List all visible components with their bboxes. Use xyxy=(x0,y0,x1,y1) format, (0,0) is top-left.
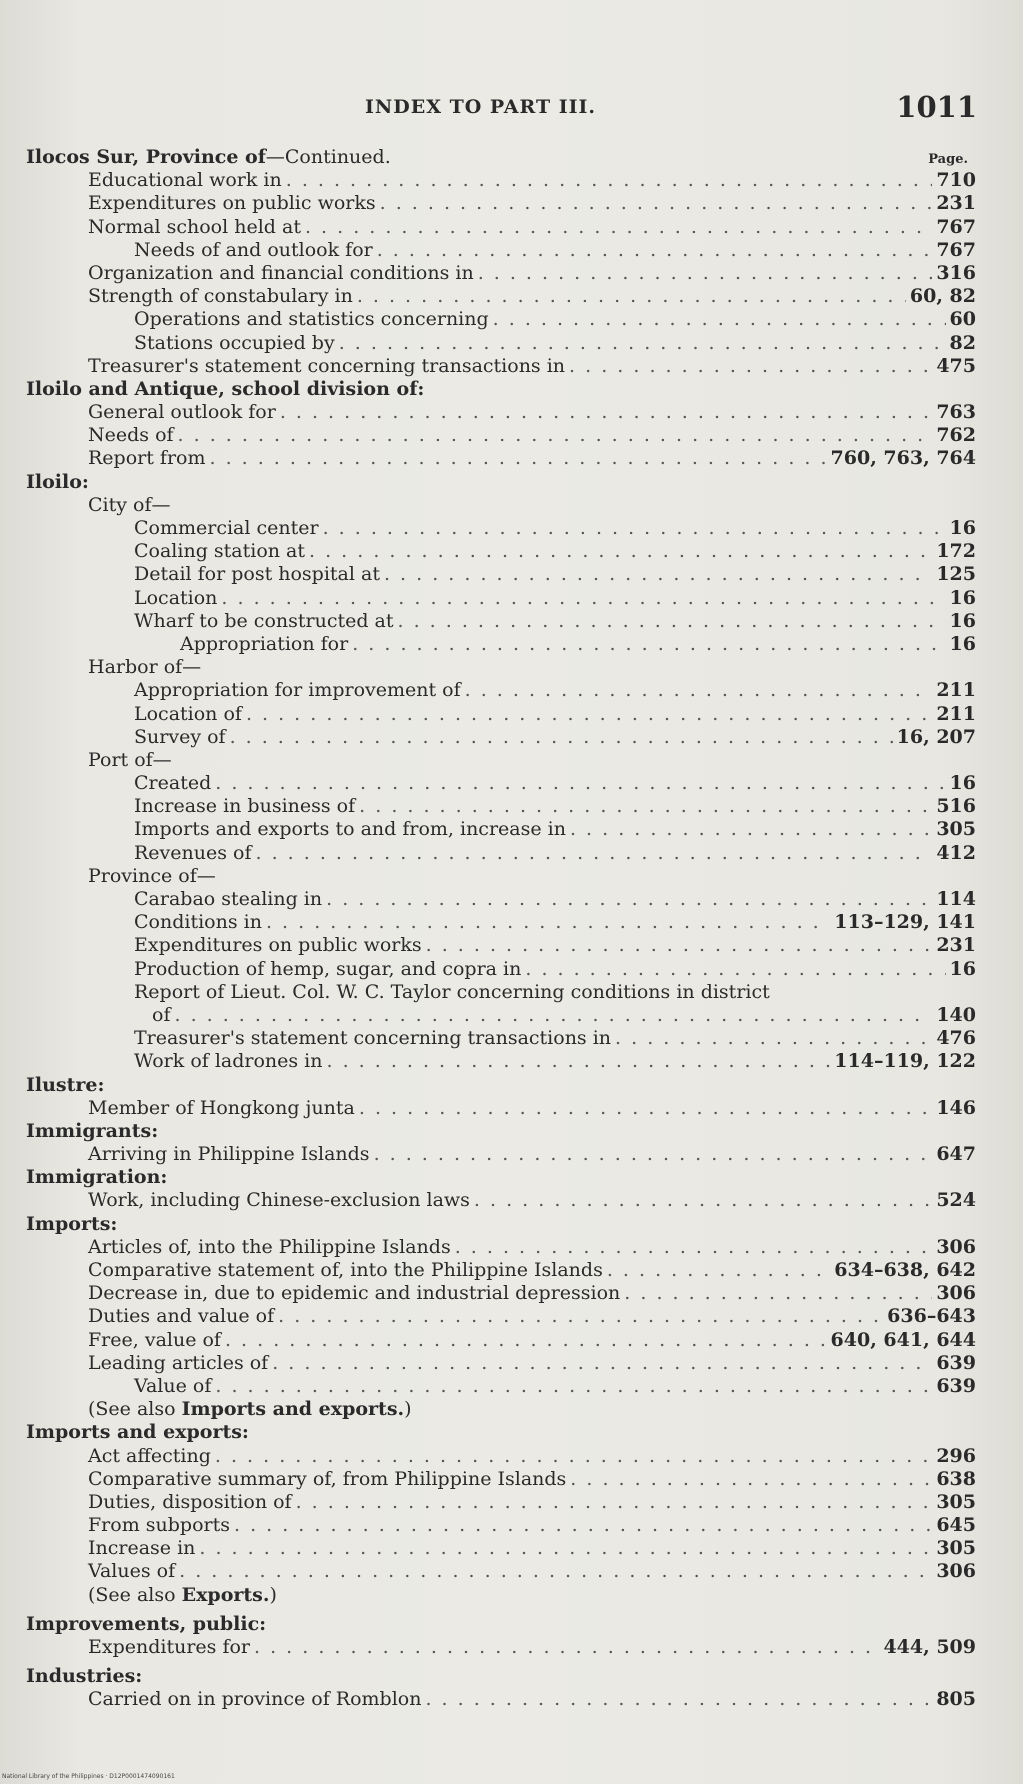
entry-pages: 316 xyxy=(936,261,976,284)
entry-label: Appropriation for improvement of xyxy=(134,679,461,702)
index-heading xyxy=(26,1421,976,1444)
index-subentry xyxy=(26,795,976,818)
entry-pages: 516 xyxy=(936,795,976,818)
entry-pages: 645 xyxy=(936,1514,976,1537)
entry-pages: 760, 763, 764 xyxy=(830,447,976,470)
entry-label: Work of ladrones in xyxy=(134,1050,323,1073)
entry-pages: 640, 641, 644 xyxy=(830,1328,976,1351)
index-entry xyxy=(26,1491,976,1514)
entry-label: Commercial center xyxy=(134,517,319,539)
entry-label: Needs of and outlook for xyxy=(134,238,373,261)
page-column-heading: Page. xyxy=(928,152,968,167)
entry-pages: 767 xyxy=(936,238,976,261)
heading-label: Improvements, public: xyxy=(26,1612,267,1635)
index-subentry xyxy=(26,703,976,726)
entry-label: Decrease in, due to epidemic and industrial depression xyxy=(88,1282,621,1305)
index-subentry xyxy=(26,1027,976,1050)
index-subheading xyxy=(26,749,976,772)
subheading-label: Harbor of— xyxy=(88,656,202,679)
entry-pages: 172 xyxy=(936,540,976,563)
entry-label: Values of xyxy=(88,1560,176,1583)
entry-label: Appropriation for xyxy=(180,632,349,655)
index-subentry xyxy=(26,911,976,934)
entry-pages: 231 xyxy=(936,192,976,215)
heading-label: Immigration: xyxy=(26,1166,168,1189)
entry-pages: 82 xyxy=(949,331,976,354)
entry-pages: 296 xyxy=(936,1444,976,1467)
entry-label: Treasurer's statement concerning transactions in xyxy=(88,354,566,377)
subheading-label: Port of— xyxy=(88,748,172,771)
entry-label: Production of hemp, sugar, and copra in xyxy=(134,957,522,980)
entry-pages: 476 xyxy=(936,1027,976,1050)
index-subentry xyxy=(26,888,976,911)
entry-label: Duties and value of xyxy=(88,1305,275,1328)
index-entry xyxy=(26,1236,976,1259)
subheading-label: City of— xyxy=(88,493,171,516)
entry-pages: 306 xyxy=(936,1282,976,1305)
see-also-note xyxy=(26,1584,976,1607)
entry-label: Stations occupied by xyxy=(134,331,335,354)
see-also-prefix: (See also xyxy=(88,1583,182,1606)
entry-pages: 639 xyxy=(936,1374,976,1397)
index-heading xyxy=(26,1665,976,1688)
entry-label: Revenues of xyxy=(134,841,252,864)
entry-label: Carabao stealing in xyxy=(134,888,323,910)
entry-label: Leading articles of xyxy=(88,1351,269,1374)
see-also-note xyxy=(26,1398,976,1421)
index-subentry xyxy=(26,239,976,262)
index-subentry xyxy=(26,726,976,749)
entry-label: Wharf to be constructed at xyxy=(134,609,394,632)
heading-label: Imports: xyxy=(26,1212,118,1235)
entry-pages: 305 xyxy=(936,1537,976,1560)
index-entry xyxy=(26,216,976,239)
entry-pages: 60 xyxy=(949,308,976,331)
heading-label: Iloilo: xyxy=(26,470,89,493)
entry-pages: 16 xyxy=(949,632,976,655)
entry-pages: 763 xyxy=(936,401,976,424)
entry-pages: 475 xyxy=(936,354,976,377)
heading-label: Immigrants: xyxy=(26,1119,159,1142)
entry-label: Value of xyxy=(134,1374,212,1397)
heading-label: Imports and exports: xyxy=(26,1421,249,1444)
see-also-suffix: ) xyxy=(269,1583,277,1606)
entry-label: General outlook for xyxy=(88,401,276,424)
entry-pages: 16 xyxy=(949,957,976,980)
continued-note: —Continued. xyxy=(265,146,391,168)
index-heading xyxy=(26,471,976,494)
entry-pages: 140 xyxy=(936,1003,976,1026)
page-header xyxy=(0,92,1023,126)
index-subentry xyxy=(26,981,976,1004)
heading-label: Ilocos Sur, Province of xyxy=(26,146,266,168)
heading-label: Industries: xyxy=(26,1665,143,1688)
entry-label: Comparative statement of, into the Philippine Islands xyxy=(88,1259,603,1281)
entry-label: Report of Lieut. Col. W. C. Taylor concerning conditions in district xyxy=(134,980,770,1003)
subheading-label: Province of— xyxy=(88,864,216,887)
index-subentry xyxy=(26,563,976,586)
see-also-reference: Imports and exports. xyxy=(181,1398,405,1421)
index-subentry xyxy=(26,332,976,355)
index-entry xyxy=(26,1537,976,1560)
entry-pages: 444, 509 xyxy=(883,1636,976,1658)
see-also-reference: Exports. xyxy=(181,1583,270,1606)
entry-label: Strength of constabulary in xyxy=(88,285,353,308)
entry-label: Coaling station at xyxy=(134,540,305,563)
entry-pages: 305 xyxy=(936,818,976,841)
entry-label: Location of xyxy=(134,702,242,725)
entry-label: Needs of xyxy=(88,424,174,447)
entry-label: Member of Hongkong junta xyxy=(88,1096,355,1119)
index-list xyxy=(26,146,976,1712)
entry-label: Free, value of xyxy=(88,1328,221,1351)
index-subsubentry xyxy=(26,633,976,656)
entry-label: Conditions in xyxy=(134,911,262,934)
entry-pages: 16 xyxy=(949,517,976,539)
index-entry xyxy=(26,169,976,192)
index-subentry xyxy=(26,934,976,957)
entry-pages: 636–643 xyxy=(887,1305,976,1328)
index-subentry xyxy=(26,958,976,981)
entry-pages: 211 xyxy=(936,702,976,725)
index-subentry xyxy=(26,308,976,331)
entry-label: of xyxy=(152,1003,171,1026)
entry-pages: 113–129, 141 xyxy=(834,911,976,934)
entry-label: Arriving in Philippine Islands xyxy=(88,1143,370,1166)
entry-pages: 647 xyxy=(936,1143,976,1166)
index-entry xyxy=(26,424,976,447)
entry-pages: 306 xyxy=(936,1560,976,1583)
index-subentry xyxy=(26,587,976,610)
index-entry xyxy=(26,1305,976,1328)
entry-label: Report from xyxy=(88,447,206,470)
index-subentry xyxy=(26,679,976,702)
entry-pages: 710 xyxy=(936,169,976,192)
index-subentry xyxy=(26,818,976,841)
index-entry xyxy=(26,1636,976,1659)
index-heading xyxy=(26,146,976,169)
index-subentry xyxy=(26,610,976,633)
entry-pages: 638 xyxy=(936,1467,976,1490)
index-entry xyxy=(26,1097,976,1120)
entry-pages: 125 xyxy=(936,563,976,586)
index-entry xyxy=(26,1352,976,1375)
entry-label: Imports and exports to and from, increase in xyxy=(134,818,566,841)
entry-pages: 114 xyxy=(936,888,976,910)
index-entry xyxy=(26,447,976,470)
entry-label: Duties, disposition of xyxy=(88,1490,292,1513)
index-entry xyxy=(26,1282,976,1305)
index-subheading xyxy=(26,656,976,679)
entry-label: Treasurer's statement concerning transactions in xyxy=(134,1027,612,1050)
index-subentry-continuation xyxy=(26,1004,976,1027)
entry-label: Comparative summary of, from Philippine Islands xyxy=(88,1467,567,1490)
entry-pages: 16 xyxy=(949,609,976,632)
index-subheading xyxy=(26,865,976,888)
index-entry xyxy=(26,401,976,424)
entry-pages: 146 xyxy=(936,1096,976,1119)
entry-pages: 805 xyxy=(936,1688,976,1711)
entry-label: Increase in xyxy=(88,1537,196,1560)
index-entry xyxy=(26,1143,976,1166)
index-subheading xyxy=(26,494,976,517)
entry-label: Educational work in xyxy=(88,169,282,192)
index-subentry xyxy=(26,1050,976,1073)
index-entry xyxy=(26,192,976,215)
scan-credit: National Library of the Philippines · D12P0001474090161 xyxy=(2,1773,175,1780)
index-entry xyxy=(26,1560,976,1583)
heading-label: Ilustre: xyxy=(26,1073,105,1096)
index-entry xyxy=(26,1468,976,1491)
index-entry xyxy=(26,355,976,378)
entry-label: Articles of, into the Philippine Islands xyxy=(88,1235,451,1258)
entry-label: Carried on in province of Romblon xyxy=(88,1688,422,1711)
see-also-suffix: ) xyxy=(404,1398,412,1421)
entry-pages: 639 xyxy=(936,1351,976,1374)
entry-label: From subports xyxy=(88,1514,230,1537)
entry-label: Expenditures for xyxy=(88,1636,251,1658)
index-heading xyxy=(26,1166,976,1189)
entry-label: Act affecting xyxy=(88,1444,211,1467)
index-subentry xyxy=(26,842,976,865)
index-entry xyxy=(26,1329,976,1352)
heading-label: Iloilo and Antique, school division of: xyxy=(26,377,425,400)
index-subentry xyxy=(26,517,976,540)
index-heading xyxy=(26,378,976,401)
entry-pages: 231 xyxy=(936,934,976,957)
entry-label: Detail for post hospital at xyxy=(134,563,380,586)
index-entry xyxy=(26,1445,976,1468)
entry-pages: 762 xyxy=(936,424,976,447)
entry-label: Work, including Chinese-exclusion laws xyxy=(88,1189,470,1212)
entry-pages: 60, 82 xyxy=(909,285,976,308)
entry-pages: 114–119, 122 xyxy=(834,1050,976,1073)
entry-pages: 767 xyxy=(936,215,976,238)
entry-label: Organization and financial conditions in xyxy=(88,261,474,284)
entry-label: Expenditures on public works xyxy=(134,934,422,957)
index-subentry xyxy=(26,540,976,563)
index-subentry xyxy=(26,1375,976,1398)
entry-pages: 305 xyxy=(936,1490,976,1513)
index-subentry xyxy=(26,772,976,795)
see-also-prefix: (See also xyxy=(88,1398,182,1421)
entry-pages: 412 xyxy=(936,841,976,864)
index-entry xyxy=(26,1189,976,1212)
index-entry xyxy=(26,285,976,308)
entry-pages: 16, 207 xyxy=(896,725,976,748)
entry-label: Operations and statistics concerning xyxy=(134,308,489,331)
entry-pages: 16 xyxy=(949,772,976,795)
index-heading xyxy=(26,1074,976,1097)
running-head: INDEX TO PART III. xyxy=(365,96,597,118)
entry-pages: 634–638, 642 xyxy=(834,1259,976,1281)
index-entry xyxy=(26,1514,976,1537)
entry-label: Normal school held at xyxy=(88,215,301,238)
entry-label: Expenditures on public works xyxy=(88,192,376,215)
entry-pages: 16 xyxy=(949,586,976,609)
entry-label: Created xyxy=(134,772,212,795)
entry-pages: 306 xyxy=(936,1235,976,1258)
entry-label: Increase in business of xyxy=(134,795,356,818)
index-heading xyxy=(26,1613,976,1636)
page-number: 1011 xyxy=(896,90,977,124)
index-entry xyxy=(26,262,976,285)
entry-label: Location xyxy=(134,586,218,609)
entry-label: Survey of xyxy=(134,725,226,748)
index-heading xyxy=(26,1213,976,1236)
index-heading xyxy=(26,1120,976,1143)
entry-pages: 524 xyxy=(936,1189,976,1212)
index-entry xyxy=(26,1259,976,1282)
entry-pages: 211 xyxy=(936,679,976,702)
index-entry xyxy=(26,1688,976,1711)
